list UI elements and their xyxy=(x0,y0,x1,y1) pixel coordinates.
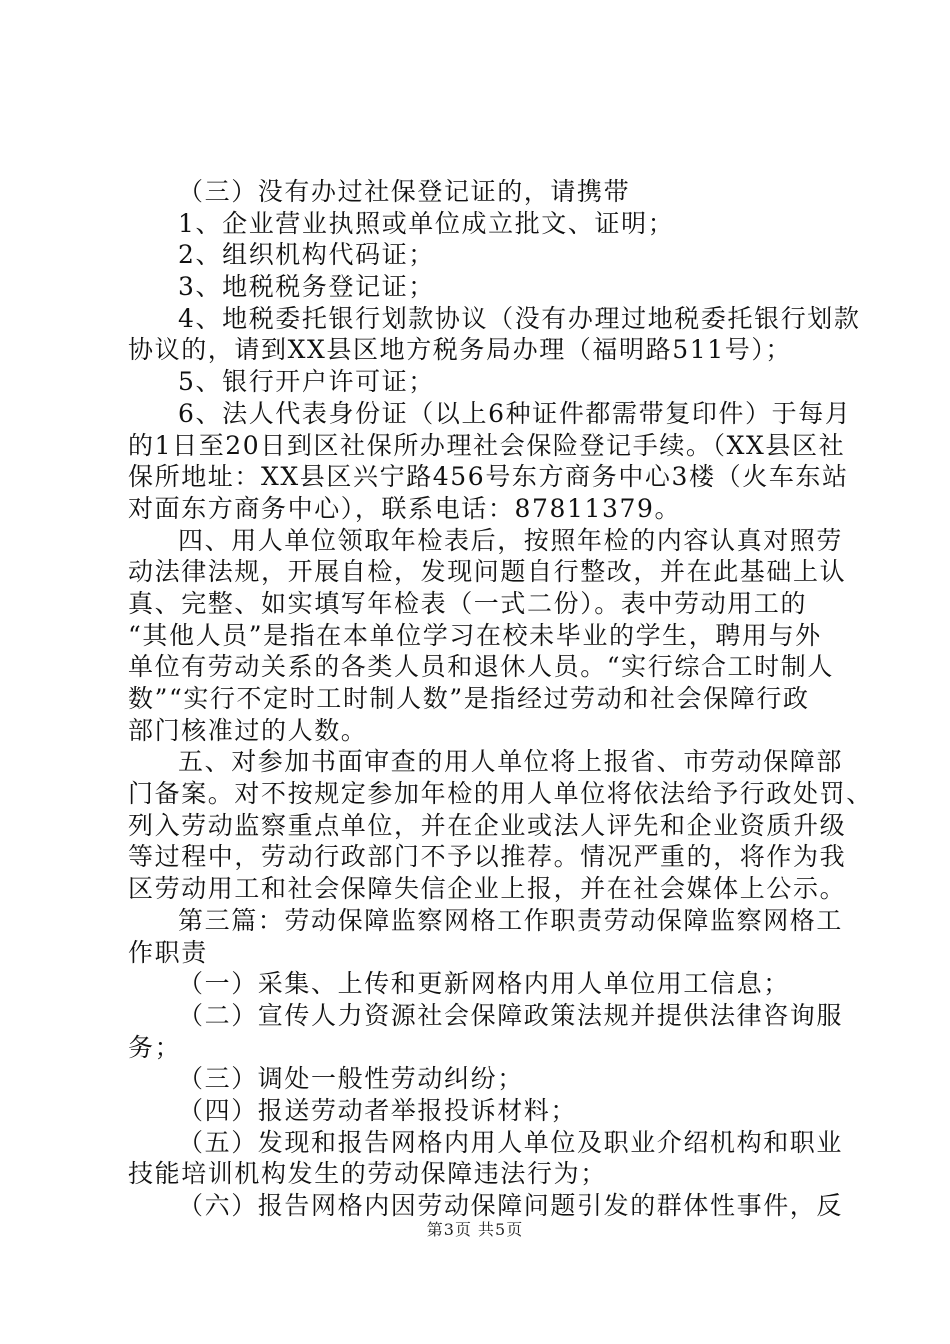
text-line: 的1日至20日到区社保所办理社会保险登记手续。（XX县区社 xyxy=(128,430,846,460)
text-line: 2、组织机构代码证； xyxy=(178,240,435,270)
text-line: 6、法人代表身份证（以上6种证件都需带复印件）于每月 xyxy=(178,398,852,428)
text-line: 技能培训机构发生的劳动保障违法行为； xyxy=(128,1159,607,1189)
text-line: “其他人员”是指在本单位学习在校未毕业的学生，聘用与外 xyxy=(128,620,822,650)
text-line: 1、企业营业执照或单位成立批文、证明； xyxy=(178,208,675,238)
text-line: 等过程中，劳动行政部门不予以推荐。情况严重的，将作为我 xyxy=(128,842,847,872)
text-line: 保所地址：XX县区兴宁路456号东方商务中心3楼（火车东站 xyxy=(128,462,849,492)
text-line: 第三篇：劳动保障监察网格工作职责劳动保障监察网格工 xyxy=(178,905,844,935)
text-line: （四）报送劳动者举报投诉材料； xyxy=(178,1095,578,1125)
text-line: 动法律法规，开展自检，发现问题自行整改，并在此基础上认 xyxy=(128,557,847,587)
text-line: 3、地税税务登记证； xyxy=(178,272,435,302)
text-line: 5、银行开户许可证； xyxy=(178,367,435,397)
text-line: 门备案。对不按规定参加年检的用人单位将依法给予行政处罚、 xyxy=(128,779,873,809)
text-line: （三）没有办过社保登记证的，请携带 xyxy=(178,177,631,206)
text-line: （二）宣传人力资源社会保障政策法规并提供法律咨询服 xyxy=(178,1000,844,1030)
text-line: 四、用人单位领取年检表后，按照年检的内容认真对照劳 xyxy=(178,525,844,555)
text-line: （五）发现和报告网格内用人单位及职业介绍机构和职业 xyxy=(178,1127,844,1157)
text-line: 数”“实行不定时工时制人数”是指经过劳动和社会保障行政 xyxy=(128,684,810,713)
text-line: 作职责 xyxy=(128,937,208,967)
text-line: 五、对参加书面审查的用人单位将上报省、市劳动保障部 xyxy=(178,747,844,777)
text-line: 4、地税委托银行划款协议（没有办理过地税委托银行划款 xyxy=(178,303,861,333)
text-line: （一）采集、上传和更新网格内用人单位用工信息； xyxy=(178,969,790,999)
text-line: 真、完整、如实填写年检表（一式二份）。表中劳动用工的 xyxy=(128,588,808,618)
text-line: （六）报告网格内因劳动保障问题引发的群体性事件，反 xyxy=(178,1191,844,1220)
text-line: 协议的，请到XX县区地方税务局办理（福明路511号）； xyxy=(128,335,793,365)
text-line: （三）调处一般性劳动纠纷； xyxy=(178,1064,524,1094)
text-line: 区劳动用工和社会保障失信企业上报，并在社会媒体上公示。 xyxy=(128,874,847,904)
text-line: 列入劳动监察重点单位，并在企业或法人评先和企业资质升级 xyxy=(128,810,847,840)
text-line: 部门核准过的人数。 xyxy=(128,715,368,745)
document-body xyxy=(128,176,873,1222)
text-line: 单位有劳动关系的各类人员和退休人员。“实行综合工时制人 xyxy=(128,652,834,682)
page-footer: 第3页 共5页 xyxy=(426,1220,524,1239)
text-line: 务； xyxy=(128,1032,182,1062)
text-line: 对面东方商务中心），联系电话：87811379。 xyxy=(128,493,682,523)
